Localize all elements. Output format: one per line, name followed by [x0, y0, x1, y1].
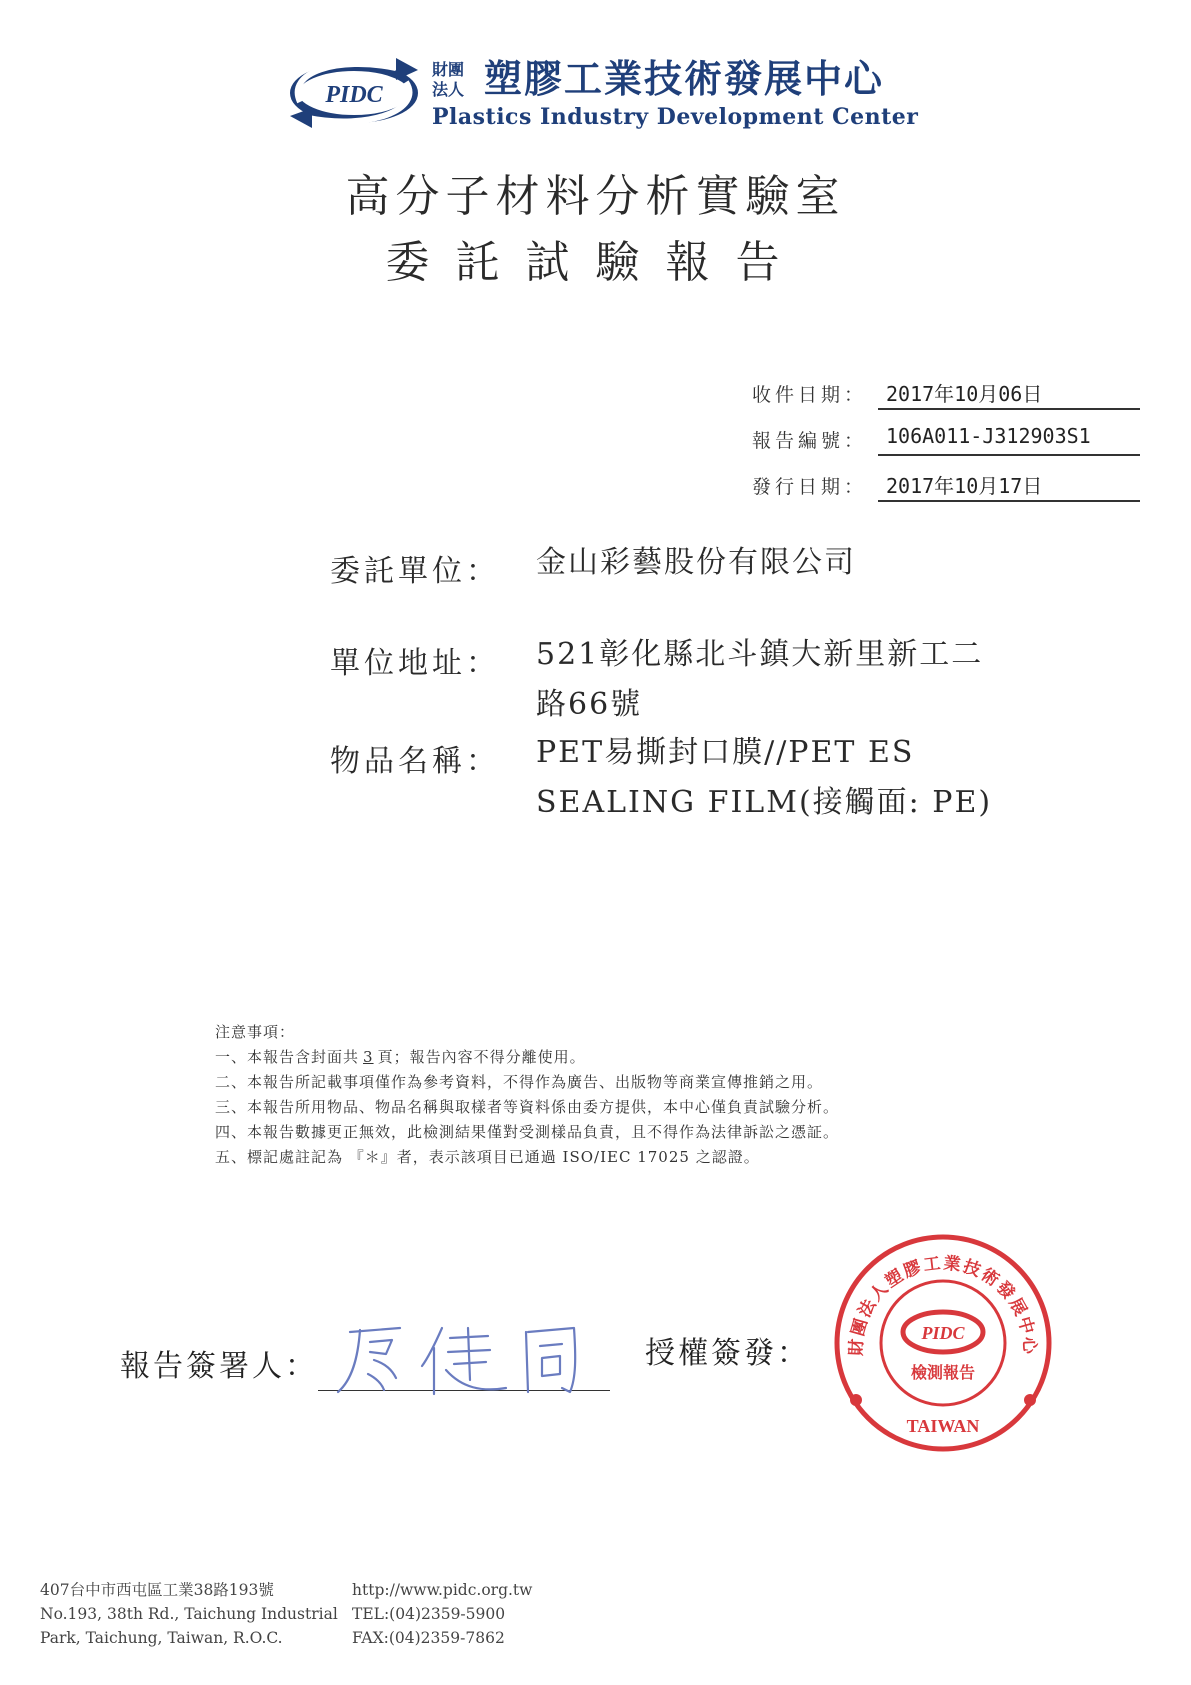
address-line-1: 521彰化縣北斗鎮大新里新工二: [536, 637, 984, 672]
notes: [215, 1020, 839, 1170]
footer-address: [40, 1578, 338, 1650]
note-2: 二、本報告所記載事項僅作為參考資料，不得作為廣告、出版物等商業宣傳推銷之用。: [215, 1073, 824, 1091]
note-4: 四、本報告數據更正無效，此檢測結果僅對受測樣品負責，且不得作為法律訴訟之憑証。: [215, 1123, 840, 1141]
footer-address-en-2: Park, Taichung, Taiwan, R.O.C.: [40, 1629, 283, 1647]
issued-value: 2017年10月17日: [878, 470, 1140, 502]
report-no-label: 報告編號：: [752, 430, 868, 452]
received-label: 收件日期：: [752, 384, 868, 406]
received-value: 2017年10月06日: [878, 378, 1140, 410]
note-3: 三、本報告所用物品、物品名稱與取樣者等資料係由委方提供，本中心僅負責試驗分析。: [215, 1098, 840, 1116]
authorized-label: 授權簽發：: [645, 1336, 810, 1371]
footer-address-en-1: No.193, 38th Rd., Taichung Industrial: [40, 1605, 338, 1623]
address-label: 單位地址：: [330, 646, 500, 681]
note-5: 五、標記處註記為 『＊』者，表示該項目已通過 ISO/IEC 17025 之認證。: [215, 1148, 760, 1166]
logo-text: PIDC: [325, 82, 383, 108]
seal-bottom-text: TAIWAN: [906, 1416, 980, 1436]
item-line-2: SEALING FILM(接觸面: PE): [536, 785, 993, 820]
meta-issued: [752, 464, 1152, 504]
note-1: 一、本報告含封面共 3 頁；報告內容不得分離使用。: [215, 1048, 586, 1066]
footer-address-zh: 407台中市西屯區工業38路193號: [40, 1581, 274, 1599]
seal-outer-text: 財團法人塑膠工業技術發展中心: [846, 1253, 1040, 1357]
seal-center-text: 檢測報告: [910, 1363, 976, 1382]
page-count: 3: [363, 1048, 374, 1066]
footer-contact: [352, 1578, 532, 1650]
seal-logo: PIDC: [921, 1323, 965, 1343]
lab-title: 高分子材料分析實驗室: [345, 171, 846, 222]
meta-report-no: [752, 418, 1152, 458]
signer-label: 報告簽署人：: [120, 1349, 318, 1384]
item-line-1: PET易撕封口膜//PET ES: [536, 735, 915, 770]
org-name-zh: 塑膠工業技術發展中心: [484, 56, 885, 101]
org-name-en: Plastics Industry Development Center: [432, 104, 919, 130]
inspection-seal: [832, 1232, 1054, 1454]
handwritten-signature: [330, 1318, 600, 1398]
notes-heading: 注意事項：: [215, 1023, 296, 1041]
meta-received: [752, 372, 1152, 412]
footer-tel: TEL:(04)2359-5900: [352, 1605, 506, 1623]
org-legal-tag: 財團 法人: [432, 60, 465, 99]
client-value: 金山彩藝股份有限公司: [536, 545, 856, 580]
address-line-2: 路66號: [536, 687, 643, 722]
pidc-logo: [278, 52, 430, 134]
issued-label: 發行日期：: [752, 476, 868, 498]
item-label: 物品名稱：: [330, 744, 500, 779]
client-label: 委託單位：: [330, 554, 500, 589]
footer-fax: FAX:(04)2359-7862: [352, 1629, 505, 1647]
report-title: 委託試驗報告: [385, 237, 806, 288]
report-no-value: 106A011-J312903S1: [878, 424, 1140, 456]
footer-website[interactable]: http://www.pidc.org.tw: [352, 1581, 533, 1599]
